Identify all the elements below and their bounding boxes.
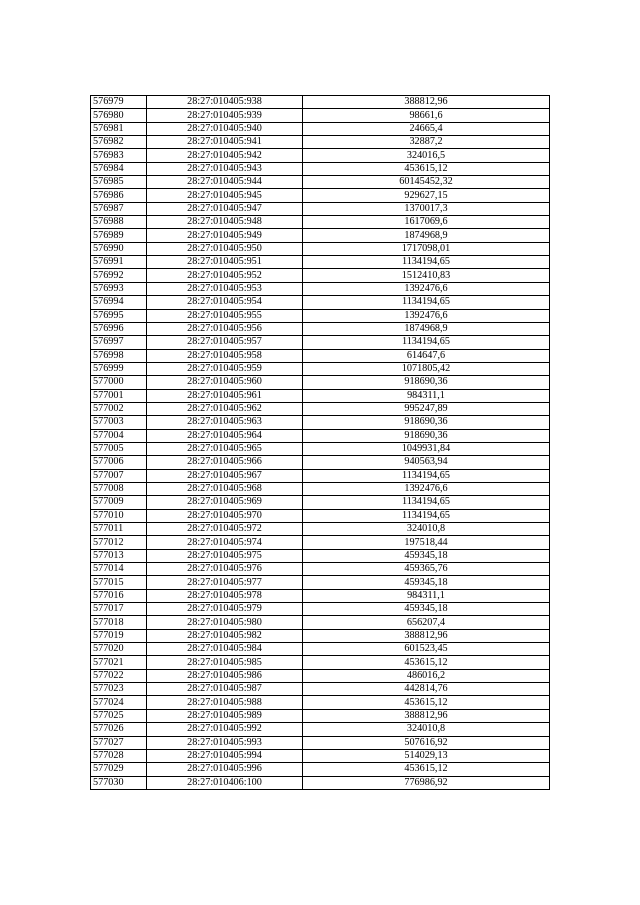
table-row bbox=[91, 309, 550, 322]
row-number-cell: 576995 bbox=[91, 309, 147, 322]
row-number-cell: 577015 bbox=[91, 576, 147, 589]
cadastral-value-cell: 1392476,6 bbox=[303, 482, 550, 495]
cadastral-number-cell: 28:27:010405:967 bbox=[147, 469, 303, 482]
cadastral-number-cell: 28:27:010405:939 bbox=[147, 109, 303, 122]
cadastral-value-cell: 324010,8 bbox=[303, 723, 550, 736]
cadastral-number-cell: 28:27:010406:100 bbox=[147, 776, 303, 789]
row-number-cell: 577025 bbox=[91, 709, 147, 722]
cadastral-value-cell: 918690,36 bbox=[303, 376, 550, 389]
table-row bbox=[91, 322, 550, 335]
table-row bbox=[91, 576, 550, 589]
cadastral-value-cell: 459345,18 bbox=[303, 549, 550, 562]
cadastral-number-cell: 28:27:010405:950 bbox=[147, 242, 303, 255]
row-number-cell: 577016 bbox=[91, 589, 147, 602]
table-row bbox=[91, 349, 550, 362]
cadastral-value-cell: 1071805,42 bbox=[303, 362, 550, 375]
table-row bbox=[91, 749, 550, 762]
cadastral-value-cell: 940563,94 bbox=[303, 456, 550, 469]
table-row bbox=[91, 509, 550, 522]
row-number-cell: 577028 bbox=[91, 749, 147, 762]
cadastral-value-cell: 197518,44 bbox=[303, 536, 550, 549]
row-number-cell: 576984 bbox=[91, 162, 147, 175]
cadastral-number-cell: 28:27:010405:984 bbox=[147, 643, 303, 656]
row-number-cell: 576985 bbox=[91, 176, 147, 189]
cadastral-number-cell: 28:27:010405:956 bbox=[147, 322, 303, 335]
cadastral-value-cell: 388812,96 bbox=[303, 96, 550, 109]
table-row bbox=[91, 603, 550, 616]
table-row bbox=[91, 536, 550, 549]
row-number-cell: 577005 bbox=[91, 442, 147, 455]
cadastral-value-cell: 1512410,83 bbox=[303, 269, 550, 282]
row-number-cell: 577011 bbox=[91, 523, 147, 536]
table-row bbox=[91, 669, 550, 682]
cadastral-value-cell: 1134194,65 bbox=[303, 469, 550, 482]
cadastral-value-cell: 1134194,65 bbox=[303, 336, 550, 349]
table-row bbox=[91, 643, 550, 656]
cadastral-number-cell: 28:27:010405:985 bbox=[147, 656, 303, 669]
cadastral-number-cell: 28:27:010405:996 bbox=[147, 763, 303, 776]
table-row bbox=[91, 109, 550, 122]
table-row bbox=[91, 456, 550, 469]
table-row bbox=[91, 176, 550, 189]
cadastral-value-cell: 442814,76 bbox=[303, 683, 550, 696]
cadastral-value-cell: 984311,1 bbox=[303, 389, 550, 402]
table-row bbox=[91, 482, 550, 495]
cadastral-number-cell: 28:27:010405:976 bbox=[147, 563, 303, 576]
table-row bbox=[91, 229, 550, 242]
cadastral-value-cell: 1717098,01 bbox=[303, 242, 550, 255]
table-row bbox=[91, 523, 550, 536]
table-row bbox=[91, 563, 550, 576]
cadastral-number-cell: 28:27:010405:972 bbox=[147, 523, 303, 536]
cadastral-number-cell: 28:27:010405:962 bbox=[147, 402, 303, 415]
table-row bbox=[91, 389, 550, 402]
cadastral-number-cell: 28:27:010405:978 bbox=[147, 589, 303, 602]
table-row bbox=[91, 763, 550, 776]
row-number-cell: 576989 bbox=[91, 229, 147, 242]
table-row bbox=[91, 282, 550, 295]
row-number-cell: 576997 bbox=[91, 336, 147, 349]
cadastral-number-cell: 28:27:010405:957 bbox=[147, 336, 303, 349]
row-number-cell: 577009 bbox=[91, 496, 147, 509]
cadastral-value-cell: 1049931,84 bbox=[303, 442, 550, 455]
cadastral-number-cell: 28:27:010405:961 bbox=[147, 389, 303, 402]
cadastral-number-cell: 28:27:010405:963 bbox=[147, 416, 303, 429]
table-row bbox=[91, 696, 550, 709]
row-number-cell: 576981 bbox=[91, 122, 147, 135]
cadastral-number-cell: 28:27:010405:955 bbox=[147, 309, 303, 322]
row-number-cell: 577027 bbox=[91, 736, 147, 749]
table-row bbox=[91, 723, 550, 736]
cadastral-value-cell: 1134194,65 bbox=[303, 496, 550, 509]
cadastral-value-cell: 1134194,65 bbox=[303, 256, 550, 269]
table-row bbox=[91, 683, 550, 696]
row-number-cell: 577021 bbox=[91, 656, 147, 669]
cadastral-number-cell: 28:27:010405:943 bbox=[147, 162, 303, 175]
cadastral-value-cell: 984311,1 bbox=[303, 589, 550, 602]
cadastral-number-cell: 28:27:010405:953 bbox=[147, 282, 303, 295]
row-number-cell: 576994 bbox=[91, 296, 147, 309]
cadastral-value-cell: 459345,18 bbox=[303, 603, 550, 616]
cadastral-number-cell: 28:27:010405:969 bbox=[147, 496, 303, 509]
cadastral-number-cell: 28:27:010405:968 bbox=[147, 482, 303, 495]
cadastral-value-cell: 459345,18 bbox=[303, 576, 550, 589]
cadastral-number-cell: 28:27:010405:987 bbox=[147, 683, 303, 696]
cadastral-value-cell: 1874968,9 bbox=[303, 229, 550, 242]
row-number-cell: 577024 bbox=[91, 696, 147, 709]
row-number-cell: 577014 bbox=[91, 563, 147, 576]
cadastral-number-cell: 28:27:010405:992 bbox=[147, 723, 303, 736]
cadastral-value-cell: 1134194,65 bbox=[303, 509, 550, 522]
table-row bbox=[91, 189, 550, 202]
table-row bbox=[91, 216, 550, 229]
cadastral-value-cell: 1392476,6 bbox=[303, 309, 550, 322]
table-row bbox=[91, 296, 550, 309]
cadastral-value-cell: 601523,45 bbox=[303, 643, 550, 656]
cadastral-number-cell: 28:27:010405:980 bbox=[147, 616, 303, 629]
cadastral-number-cell: 28:27:010405:988 bbox=[147, 696, 303, 709]
cadastral-value-cell: 459365,76 bbox=[303, 563, 550, 576]
row-number-cell: 577019 bbox=[91, 629, 147, 642]
table-row bbox=[91, 269, 550, 282]
cadastral-number-cell: 28:27:010405:959 bbox=[147, 362, 303, 375]
cadastral-number-cell: 28:27:010405:951 bbox=[147, 256, 303, 269]
table-row bbox=[91, 549, 550, 562]
cadastral-number-cell: 28:27:010405:964 bbox=[147, 429, 303, 442]
table-row bbox=[91, 402, 550, 415]
cadastral-number-cell: 28:27:010405:948 bbox=[147, 216, 303, 229]
table-row bbox=[91, 162, 550, 175]
row-number-cell: 576980 bbox=[91, 109, 147, 122]
cadastral-number-cell: 28:27:010405:970 bbox=[147, 509, 303, 522]
cadastral-value-cell: 453615,12 bbox=[303, 162, 550, 175]
row-number-cell: 577010 bbox=[91, 509, 147, 522]
row-number-cell: 576991 bbox=[91, 256, 147, 269]
cadastral-number-cell: 28:27:010405:944 bbox=[147, 176, 303, 189]
cadastral-number-cell: 28:27:010405:982 bbox=[147, 629, 303, 642]
table-row bbox=[91, 656, 550, 669]
cadastral-number-cell: 28:27:010405:952 bbox=[147, 269, 303, 282]
cadastral-number-cell: 28:27:010405:979 bbox=[147, 603, 303, 616]
row-number-cell: 577003 bbox=[91, 416, 147, 429]
table-row bbox=[91, 336, 550, 349]
table-row bbox=[91, 136, 550, 149]
cadastral-number-cell: 28:27:010405:949 bbox=[147, 229, 303, 242]
table-row bbox=[91, 376, 550, 389]
cadastral-number-cell: 28:27:010405:986 bbox=[147, 669, 303, 682]
cadastral-number-cell: 28:27:010405:975 bbox=[147, 549, 303, 562]
cadastral-value-cell: 32887,2 bbox=[303, 136, 550, 149]
cadastral-value-cell: 514029,13 bbox=[303, 749, 550, 762]
cadastral-value-cell: 453615,12 bbox=[303, 696, 550, 709]
table-row bbox=[91, 416, 550, 429]
table-row bbox=[91, 442, 550, 455]
table-row bbox=[91, 256, 550, 269]
row-number-cell: 576979 bbox=[91, 96, 147, 109]
row-number-cell: 576982 bbox=[91, 136, 147, 149]
cadastral-value-cell: 507616,92 bbox=[303, 736, 550, 749]
row-number-cell: 577017 bbox=[91, 603, 147, 616]
cadastral-value-cell: 24665,4 bbox=[303, 122, 550, 135]
row-number-cell: 577007 bbox=[91, 469, 147, 482]
row-number-cell: 576992 bbox=[91, 269, 147, 282]
table-row bbox=[91, 589, 550, 602]
cadastral-value-cell: 995247,89 bbox=[303, 402, 550, 415]
cadastral-value-cell: 1392476,6 bbox=[303, 282, 550, 295]
row-number-cell: 576993 bbox=[91, 282, 147, 295]
table-body bbox=[91, 96, 550, 790]
table-row bbox=[91, 122, 550, 135]
table-row bbox=[91, 469, 550, 482]
table-row bbox=[91, 629, 550, 642]
cadastral-value-cell: 929627,15 bbox=[303, 189, 550, 202]
cadastral-number-cell: 28:27:010405:977 bbox=[147, 576, 303, 589]
cadastral-number-cell: 28:27:010405:938 bbox=[147, 96, 303, 109]
row-number-cell: 576999 bbox=[91, 362, 147, 375]
cadastral-value-table bbox=[90, 95, 550, 790]
cadastral-value-cell: 614647,6 bbox=[303, 349, 550, 362]
cadastral-value-cell: 1874968,9 bbox=[303, 322, 550, 335]
cadastral-number-cell: 28:27:010405:945 bbox=[147, 189, 303, 202]
table-row bbox=[91, 776, 550, 789]
row-number-cell: 577030 bbox=[91, 776, 147, 789]
cadastral-value-cell: 324010,8 bbox=[303, 523, 550, 536]
cadastral-number-cell: 28:27:010405:954 bbox=[147, 296, 303, 309]
row-number-cell: 577026 bbox=[91, 723, 147, 736]
cadastral-number-cell: 28:27:010405:941 bbox=[147, 136, 303, 149]
cadastral-number-cell: 28:27:010405:974 bbox=[147, 536, 303, 549]
row-number-cell: 576998 bbox=[91, 349, 147, 362]
row-number-cell: 576986 bbox=[91, 189, 147, 202]
cadastral-value-cell: 60145452,32 bbox=[303, 176, 550, 189]
row-number-cell: 577018 bbox=[91, 616, 147, 629]
cadastral-number-cell: 28:27:010405:942 bbox=[147, 149, 303, 162]
row-number-cell: 577008 bbox=[91, 482, 147, 495]
table-row bbox=[91, 362, 550, 375]
row-number-cell: 577023 bbox=[91, 683, 147, 696]
cadastral-value-cell: 324016,5 bbox=[303, 149, 550, 162]
cadastral-value-cell: 388812,96 bbox=[303, 709, 550, 722]
row-number-cell: 576996 bbox=[91, 322, 147, 335]
cadastral-number-cell: 28:27:010405:966 bbox=[147, 456, 303, 469]
cadastral-number-cell: 28:27:010405:947 bbox=[147, 202, 303, 215]
table-row bbox=[91, 616, 550, 629]
cadastral-value-cell: 656207,4 bbox=[303, 616, 550, 629]
cadastral-value-cell: 98661,6 bbox=[303, 109, 550, 122]
row-number-cell: 577001 bbox=[91, 389, 147, 402]
row-number-cell: 577012 bbox=[91, 536, 147, 549]
row-number-cell: 577006 bbox=[91, 456, 147, 469]
table-row bbox=[91, 96, 550, 109]
row-number-cell: 577013 bbox=[91, 549, 147, 562]
cadastral-value-cell: 918690,36 bbox=[303, 416, 550, 429]
table-row bbox=[91, 496, 550, 509]
row-number-cell: 577020 bbox=[91, 643, 147, 656]
cadastral-value-cell: 486016,2 bbox=[303, 669, 550, 682]
cadastral-value-cell: 1134194,65 bbox=[303, 296, 550, 309]
cadastral-value-cell: 1370017,3 bbox=[303, 202, 550, 215]
cadastral-number-cell: 28:27:010405:989 bbox=[147, 709, 303, 722]
row-number-cell: 576987 bbox=[91, 202, 147, 215]
row-number-cell: 577002 bbox=[91, 402, 147, 415]
row-number-cell: 577029 bbox=[91, 763, 147, 776]
table-row bbox=[91, 709, 550, 722]
cadastral-value-cell: 388812,96 bbox=[303, 629, 550, 642]
cadastral-value-cell: 453615,12 bbox=[303, 763, 550, 776]
cadastral-number-cell: 28:27:010405:940 bbox=[147, 122, 303, 135]
table-row bbox=[91, 202, 550, 215]
cadastral-number-cell: 28:27:010405:960 bbox=[147, 376, 303, 389]
cadastral-number-cell: 28:27:010405:993 bbox=[147, 736, 303, 749]
cadastral-value-cell: 918690,36 bbox=[303, 429, 550, 442]
cadastral-value-cell: 776986,92 bbox=[303, 776, 550, 789]
row-number-cell: 577022 bbox=[91, 669, 147, 682]
table-row bbox=[91, 242, 550, 255]
cadastral-value-cell: 453615,12 bbox=[303, 656, 550, 669]
table-row bbox=[91, 736, 550, 749]
cadastral-value-cell: 1617069,6 bbox=[303, 216, 550, 229]
cadastral-number-cell: 28:27:010405:965 bbox=[147, 442, 303, 455]
row-number-cell: 577000 bbox=[91, 376, 147, 389]
table-row bbox=[91, 429, 550, 442]
row-number-cell: 576983 bbox=[91, 149, 147, 162]
row-number-cell: 576990 bbox=[91, 242, 147, 255]
cadastral-number-cell: 28:27:010405:994 bbox=[147, 749, 303, 762]
row-number-cell: 577004 bbox=[91, 429, 147, 442]
table-row bbox=[91, 149, 550, 162]
row-number-cell: 576988 bbox=[91, 216, 147, 229]
cadastral-number-cell: 28:27:010405:958 bbox=[147, 349, 303, 362]
